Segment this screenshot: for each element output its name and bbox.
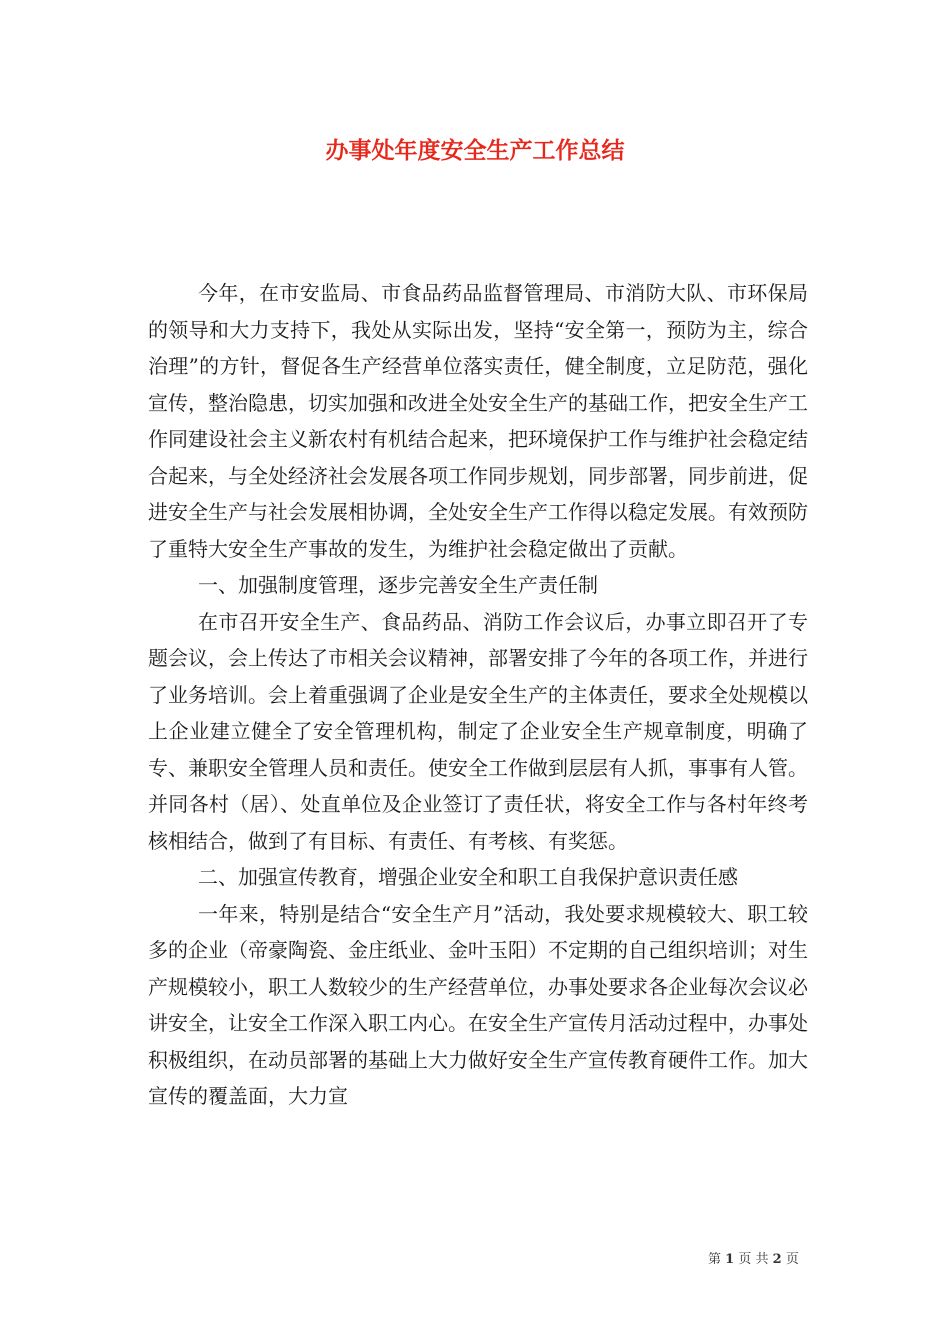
document-body <box>148 275 808 1115</box>
section-heading-2: 二、加强宣传教育，增强企业安全和职工自我保护意识责任感 <box>198 865 738 889</box>
footer-current-page: 1 <box>725 1252 735 1267</box>
page-number-footer <box>708 1248 799 1267</box>
footer-suffix: 页 <box>785 1252 799 1267</box>
paragraph-section-1: 在市召开安全生产、食品药品、消防工作会议后，办事立即召开了专题会议，会上传达了市相关会议精神，部署安排了今年的各项工作，并进行了业务培训。会上着重强调了企业是安全生产的主体责任，要求全处规模以上企业建立健全了安全管理机构，制定了企业安全生产规章制度，明确了专、兼职安全管理人员和责任。使安全工作做到层层有人抓，事事有人管。并同各村（居）、处直单位及企业签订了责任状，将安全工作与各村年终考核相结合，做到了有目标、有责任、有考核、有奖惩。 <box>148 609 808 853</box>
footer-middle: 页 共 <box>738 1252 769 1267</box>
document-title: 办事处年度安全生产工作总结 <box>325 137 625 164</box>
paragraph-intro: 今年，在市安监局、市食品药品监督管理局、市消防大队、市环保局的领导和大力支持下，我处从实际出发，坚持“安全第一，预防为主，综合治理”的方针，督促各生产经营单位落实责任，健全制度，立足防范，强化宣传，整治隐患，切实加强和改进全处安全生产的基础工作，把安全生产工作同建设社会主义新农村有机结合起来，把环境保护工作与维护社会稳定结合起来，与全处经济社会发展各项工作同步规划，同步部署，同步前进，促进安全生产与社会发展相协调，全处安全生产工作得以稳定发展。有效预防了重特大安全生产事故的发生，为维护社会稳定做出了贡献。 <box>148 281 808 561</box>
paragraph-section-2: 一年来，特别是结合“安全生产月”活动，我处要求规模较大、职工较多的企业（帝豪陶瓷、金庄纸业、金叶玉阳）不定期的自己组织培训；对生产规模较小，职工人数较少的生产经营单位，办事处要求各企业每次会议必讲安全，让安全工作深入职工内心。在安全生产宣传月活动过程中，办事处积极组织，在动员部署的基础上大力做好安全生产宣传教育硬件工作。加大宣传的覆盖面，大力宣 <box>148 901 808 1108</box>
footer-prefix: 第 <box>708 1252 722 1267</box>
footer-total-pages: 2 <box>772 1252 782 1267</box>
section-heading-1: 一、加强制度管理，逐步完善安全生产责任制 <box>198 573 598 597</box>
